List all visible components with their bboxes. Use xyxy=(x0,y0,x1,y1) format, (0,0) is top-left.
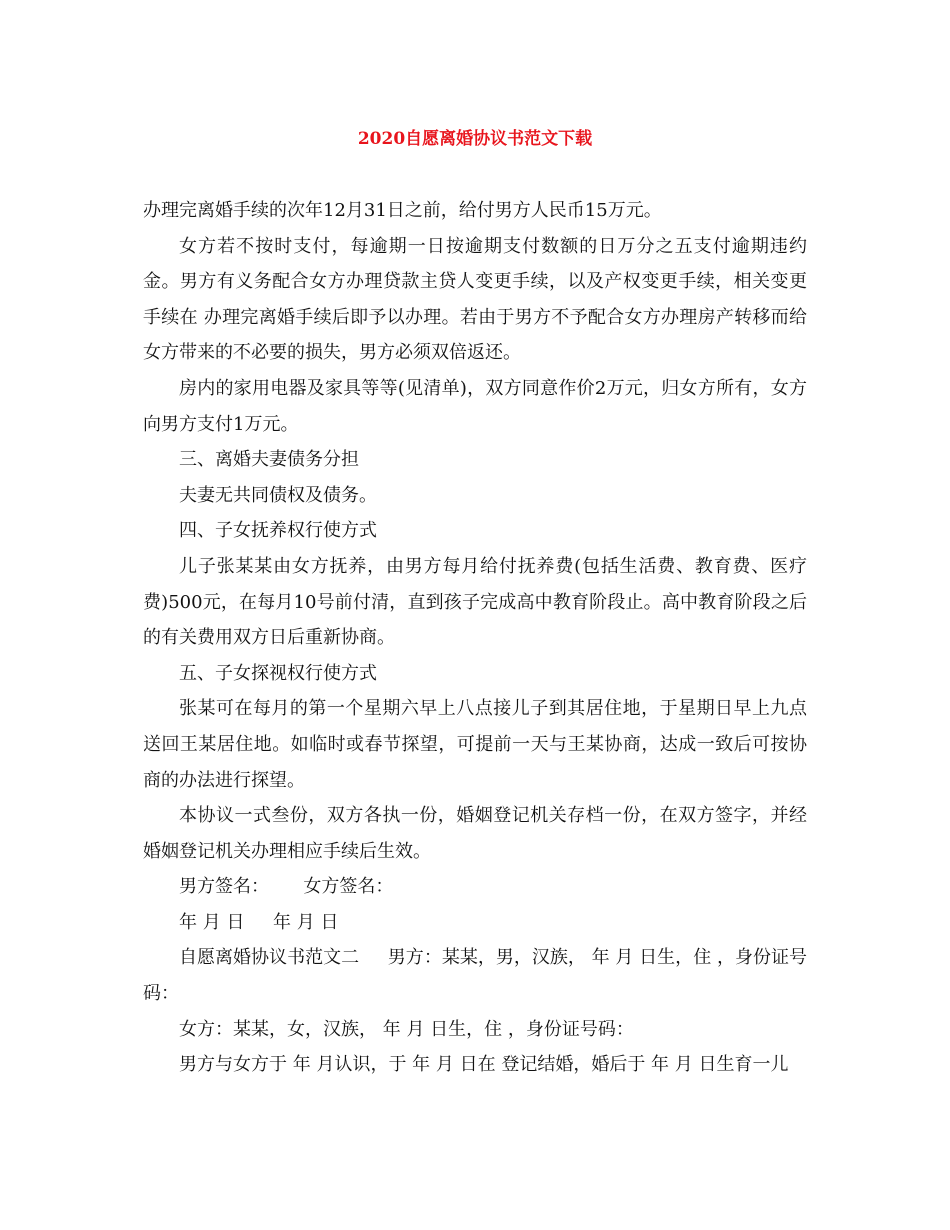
signature-line: 男方签名： 女方签名： xyxy=(179,876,394,898)
date-line: 年 月 日 年 月 日 xyxy=(179,911,339,933)
paragraph-debt: 夫妻无共同债权及债务。 xyxy=(179,484,377,506)
paragraph-custody: 儿子张某某由女方抚养，由男方每月给付抚养费(包括生活费、教育费、医疗费)500元，在每月10号前付清，直到孩子完成高中教育阶段止。高中教育阶段之后的有关费用双方日后重新协商。 xyxy=(143,555,807,649)
paragraph-sample-two-male: 自愿离婚协议书范文二 男方：某某，男，汉族， 年 月 日生，住 ，身份证号码： xyxy=(143,947,807,1005)
paragraph-visitation: 张某可在每月的第一个星期六早上八点接儿子到其居住地，于星期日早上九点送回王某居住地。如临时或春节探望，可提前一天与王某协商，达成一致后可按协商的办法进行探望。 xyxy=(143,698,807,791)
document-body xyxy=(143,193,807,1083)
paragraph-payment-terms: 女方若不按时支付，每逾期一日按逾期支付数额的日万分之五支付逾期违约金。男方有义务配合女方办理贷款主贷人变更手续，以及产权变更手续，相关变更手续在 办理完离婚手续后即予以办理。若由于男方不予配合女方办理房产转移而给女方带来的不必要的损失，男方必须双倍返还。 xyxy=(143,235,807,364)
paragraph-continuation: 办理完离婚手续的次年12月31日之前，给付男方人民币15万元。 xyxy=(143,200,662,221)
heading-debt-division: 三、离婚夫妻债务分担 xyxy=(179,449,359,471)
heading-custody: 四、子女抚养权行使方式 xyxy=(179,520,377,542)
paragraph-copies: 本协议一式叁份，双方各执一份，婚姻登记机关存档一份，在双方签字，并经婚姻登记机关办理相应手续后生效。 xyxy=(143,805,807,862)
paragraph-female-info: 女方：某某，女，汉族， 年 月 日生，住 ，身份证号码： xyxy=(179,1018,634,1040)
heading-visitation: 五、子女探视权行使方式 xyxy=(179,662,377,684)
document-title: 2020自愿离婚协议书范文下载 xyxy=(357,129,593,149)
paragraph-marriage-info: 男方与女方于 年 月认识，于 年 月 日在 登记结婚，婚后于 年 月 日生育一儿 xyxy=(179,1054,789,1076)
paragraph-appliances: 房内的家用电器及家具等等(见清单)，双方同意作价2万元，归女方所有，女方向男方支付1万元。 xyxy=(143,377,807,435)
